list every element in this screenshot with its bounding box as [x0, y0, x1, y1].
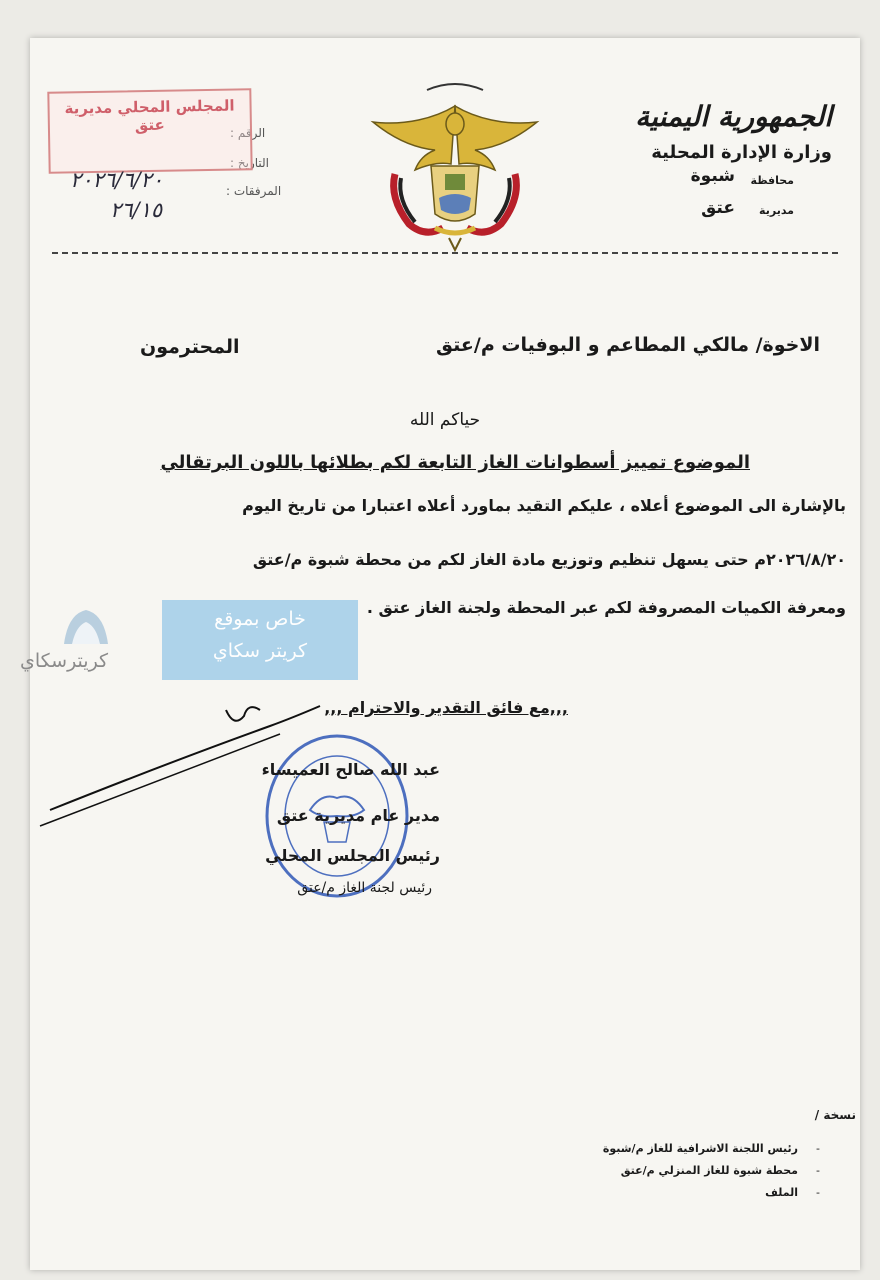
handwritten-date: ٢٠٢٦/٦/٢٠: [70, 168, 164, 192]
copy-item: رئيس اللجنة الاشرافية للغاز م/شبوة: [602, 1142, 798, 1155]
signatory-council: رئيس المجلس المحلي: [265, 846, 440, 865]
council-stamp: [47, 88, 252, 174]
republic-title: الجمهورية اليمنية: [635, 100, 832, 133]
governorate-label: محافظة: [750, 174, 794, 187]
addressee: الاخوة/ مالكي المطاعم و البوفيات م/عتق: [436, 334, 820, 356]
reference-label: الرقم :: [230, 126, 266, 140]
directorate-value: عتق: [701, 198, 735, 218]
respected-label: المحترمون: [140, 336, 240, 358]
subject-line: الموضوع تمييز أسطوانات الغاز التابعة لكم بطلائها باللون البرتقالي: [160, 452, 750, 473]
council-stamp-text: المجلس المحلي مديرية عتق: [64, 96, 235, 135]
copies-label: نسخة /: [814, 1108, 856, 1122]
attachments-label: المرفقات :: [226, 184, 282, 198]
body-paragraph-2: ٢٠٢٦/٨/٢٠م حتى يسهل تنظيم وتوزيع مادة الغاز لكم من محطة شبوة م/عتق: [252, 550, 846, 569]
yemen-eagle-emblem-icon: [365, 78, 545, 258]
header-divider: [52, 252, 838, 254]
copy-item: محطة شبوة للغاز المنزلي م/عتق: [620, 1164, 798, 1177]
letter-page: [20, 38, 860, 1270]
body-paragraph-3: ومعرفة الكميات المصروفة لكم عبر المحطة ولجنة الغاز عتق .: [366, 598, 846, 617]
list-bullet: -: [816, 1164, 820, 1177]
date-label: التاريخ :: [230, 156, 270, 170]
handwritten-attachments: ٢٦/١٥: [110, 198, 163, 222]
signatory-name: عبد الله صالح العميساء: [261, 760, 440, 779]
watermark-line-2: كريتر سكاي: [212, 640, 308, 662]
list-bullet: -: [816, 1142, 820, 1155]
watermark-line-1: خاص بموقع: [214, 608, 306, 630]
watermark-box: [162, 600, 358, 680]
body-paragraph-1: بالإشارة الى الموضوع أعلاه ، عليكم التقيد بماورد أعلاه اعتبارا من تاريخ اليوم: [242, 496, 846, 515]
signatory-title: مدير عام مديرية عتق: [276, 806, 440, 825]
greeting: حياكم الله: [409, 410, 481, 430]
governorate-value: شبوة: [690, 166, 735, 186]
copy-item: الملف: [765, 1186, 798, 1199]
directorate-label: مديرية: [759, 204, 794, 217]
ministry-name: وزارة الإدارة المحلية: [651, 142, 832, 163]
closing-line: ,,,مع فائق التقدير والاحترام ,,,: [324, 698, 568, 717]
list-bullet: -: [816, 1186, 820, 1199]
crater-logo-icon: [58, 604, 114, 652]
signatory-gas-committee: رئيس لجنة الغاز م/عتق: [297, 880, 432, 896]
watermark-brand: كريترسكاي: [20, 650, 109, 672]
